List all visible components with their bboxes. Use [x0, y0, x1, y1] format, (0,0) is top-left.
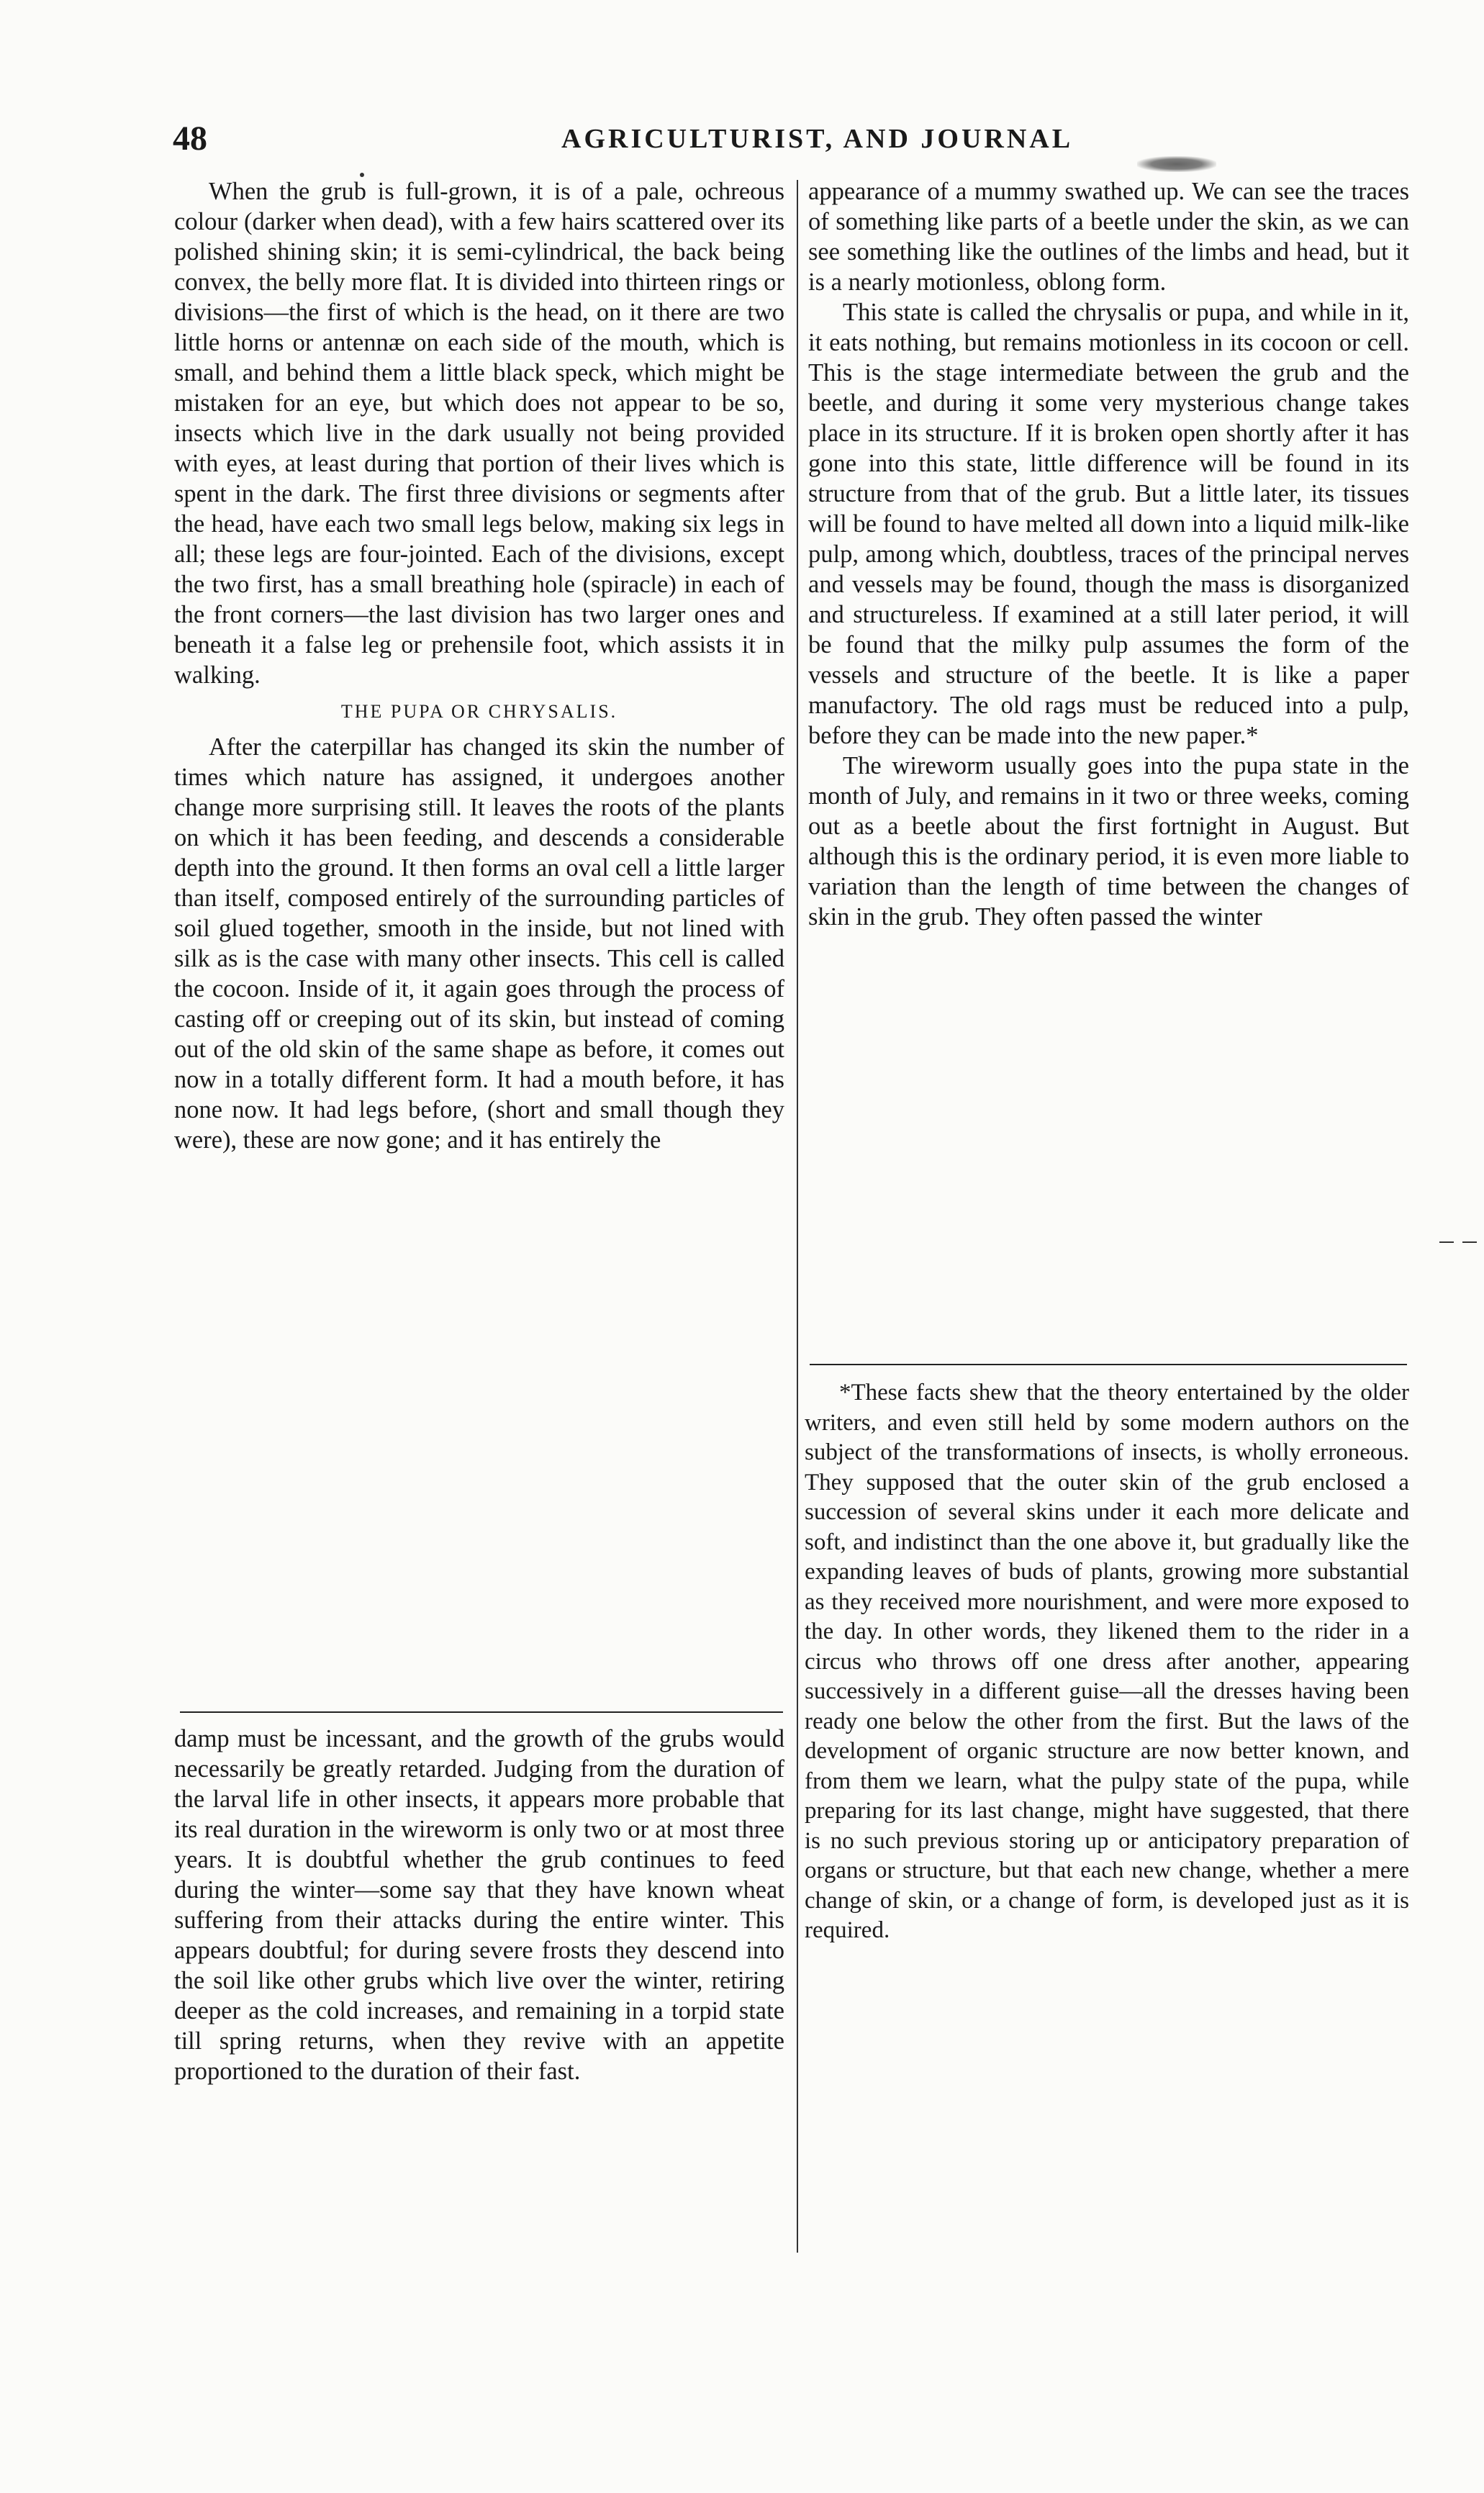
paragraph-grub-description: When the grub is full-grown, it is of a pale, ochreous colour (darker when dead), with a few hairs scattered over its polished shining skin; it is semi-cylindrical, the back being convex, the belly more flat. It is divided into thirteen rings or divisions—the first of which is the head, on it there are two little horns or antennæ on each side of the mouth, which is small, and behind them a little black speck, which might be mistaken for an eye, but which does not appear to be so, insects which live in the dark usually not being provided with eyes, at least during that portion of their lives which is spent in the dark. The first three divisions or segments after the head, have each two small legs below, making six legs in all; these legs are four-jointed. Each of the divisions, except the two first, has a small breathing hole (spiracle) in each of the front corners—the last division has two larger ones and beneath it a false leg or prehensile foot, which assists it in walking.: [174, 178, 784, 689]
section-heading: THE PUPA OR CHRYSALIS.: [340, 701, 618, 722]
left-column-top: [174, 176, 784, 1155]
paragraph-mummy: appearance of a mummy swathed up. We can see the traces of something like parts of a beetle under the skin, as we can see something like the outlines of the limbs and head, but it is a nearly motionless, oblong form.: [808, 178, 1409, 296]
footnote-rule: [810, 1364, 1407, 1365]
continuation-rule: [180, 1711, 783, 1713]
left-column-bottom: [174, 1724, 784, 2086]
paragraph-pupa-change: After the caterpillar has changed its skin the number of times which nature has assigned, it undergoes another change more surprising still. It leaves the roots of the plants on which it has been feeding, and descends a considerable depth into the ground. It then forms an oval cell a little larger than itself, composed entirely of the surrounding particles of soil glued together, smooth in the inside, but not lined with silk as is the case with many other insects. This cell is called the cocoon. Inside of it, it again goes through the process of casting off or creeping out of its skin, but instead of coming out of the old skin of the same shape as before, it comes out now in a totally different form. It had a mouth before, it has none now. It had legs before, (short and small though they were), these are now gone; and it has entirely the: [174, 733, 784, 1154]
page-header: [173, 119, 1108, 169]
margin-mark: [1439, 1241, 1479, 1243]
right-column-top: [808, 176, 1409, 932]
paragraph-wireworm-timing: The wireworm usually goes into the pupa state in the month of July, and remains in it two or three weeks, coming out as a beetle about the first fortnight in August. But although this is the ordinary period, it is even more liable to variation than the length of time between the changes of skin in the grub. They often passed the winter: [808, 752, 1409, 931]
footnote-text: *These facts shew that the theory entertained by the older writers, and even still held by some modern authors on the subject of the transformations of insects, is wholly erroneous. They supposed that the outer skin of the grub enclosed a succession of several skins under it each more delicate and soft, and indistinct than the one above it, but gradually like the expanding leaves of buds of plants, growing more substantial as they received more nourishment, and were more exposed to the day. In other words, they likened them to the rider in a circus who throws off one dress after another, appearing successively in a different guise—all the dresses having been ready one below the other from the first. But the laws of the development of organic structure are now better known, and from them we learn, what the pulpy state of the pupa, while preparing for its last change, might have suggested, that there is no such previous storing up or anticipatory preparation of organs or structure, but that each new change, whether a mere change of skin, or a change of form, is developed just as it is required.: [805, 1380, 1409, 1943]
running-head: AGRICULTURIST, AND JOURNAL: [561, 124, 1074, 154]
paragraph-winter-growth: damp must be incessant, and the growth of the grubs would necessarily be greatly retarded. Judging from the duration of the larval life in other insects, it appears more probable that its real duration in the wireworm is only two or at most three years. It is doubtful whether the grub continues to feed during the winter—some say that they have known wheat suffering from their attacks during the entire winter. This appears doubtful; for during severe frosts they descend into the soil like other grubs which live over the winter, retiring deeper as the cold increases, and remaining in a torpid state till spring returns, when they revive with an appetite proportioned to the duration of their fast.: [174, 1725, 784, 2085]
paragraph-chrysalis-state: This state is called the chrysalis or pupa, and while in it, it eats nothing, but remains motionless in its cocoon or cell. This is the stage intermediate between the grub and the beetle, and during it some very mysterious change takes place in its structure. If it is broken open shortly after it has gone into this state, little difference will be found in its structure from that of the grub. But a little later, its tissues will be found to have melted all down into a liquid milk-like pulp, among which, doubtless, traces of the principal nerves and vessels may be found, though the mass is disorganized and structureless. If examined at a still later period, it will be found that the milky pulp assumes the form of the vessels and structure of the beetle. It is like a paper manufactory. The old rags must be reduced into a pulp, before they can be made into the new paper.*: [808, 299, 1409, 749]
column-divider: [797, 180, 798, 2253]
footnote: [805, 1378, 1409, 1946]
page-number: 48: [173, 119, 207, 158]
ink-smudge: [1137, 156, 1216, 172]
